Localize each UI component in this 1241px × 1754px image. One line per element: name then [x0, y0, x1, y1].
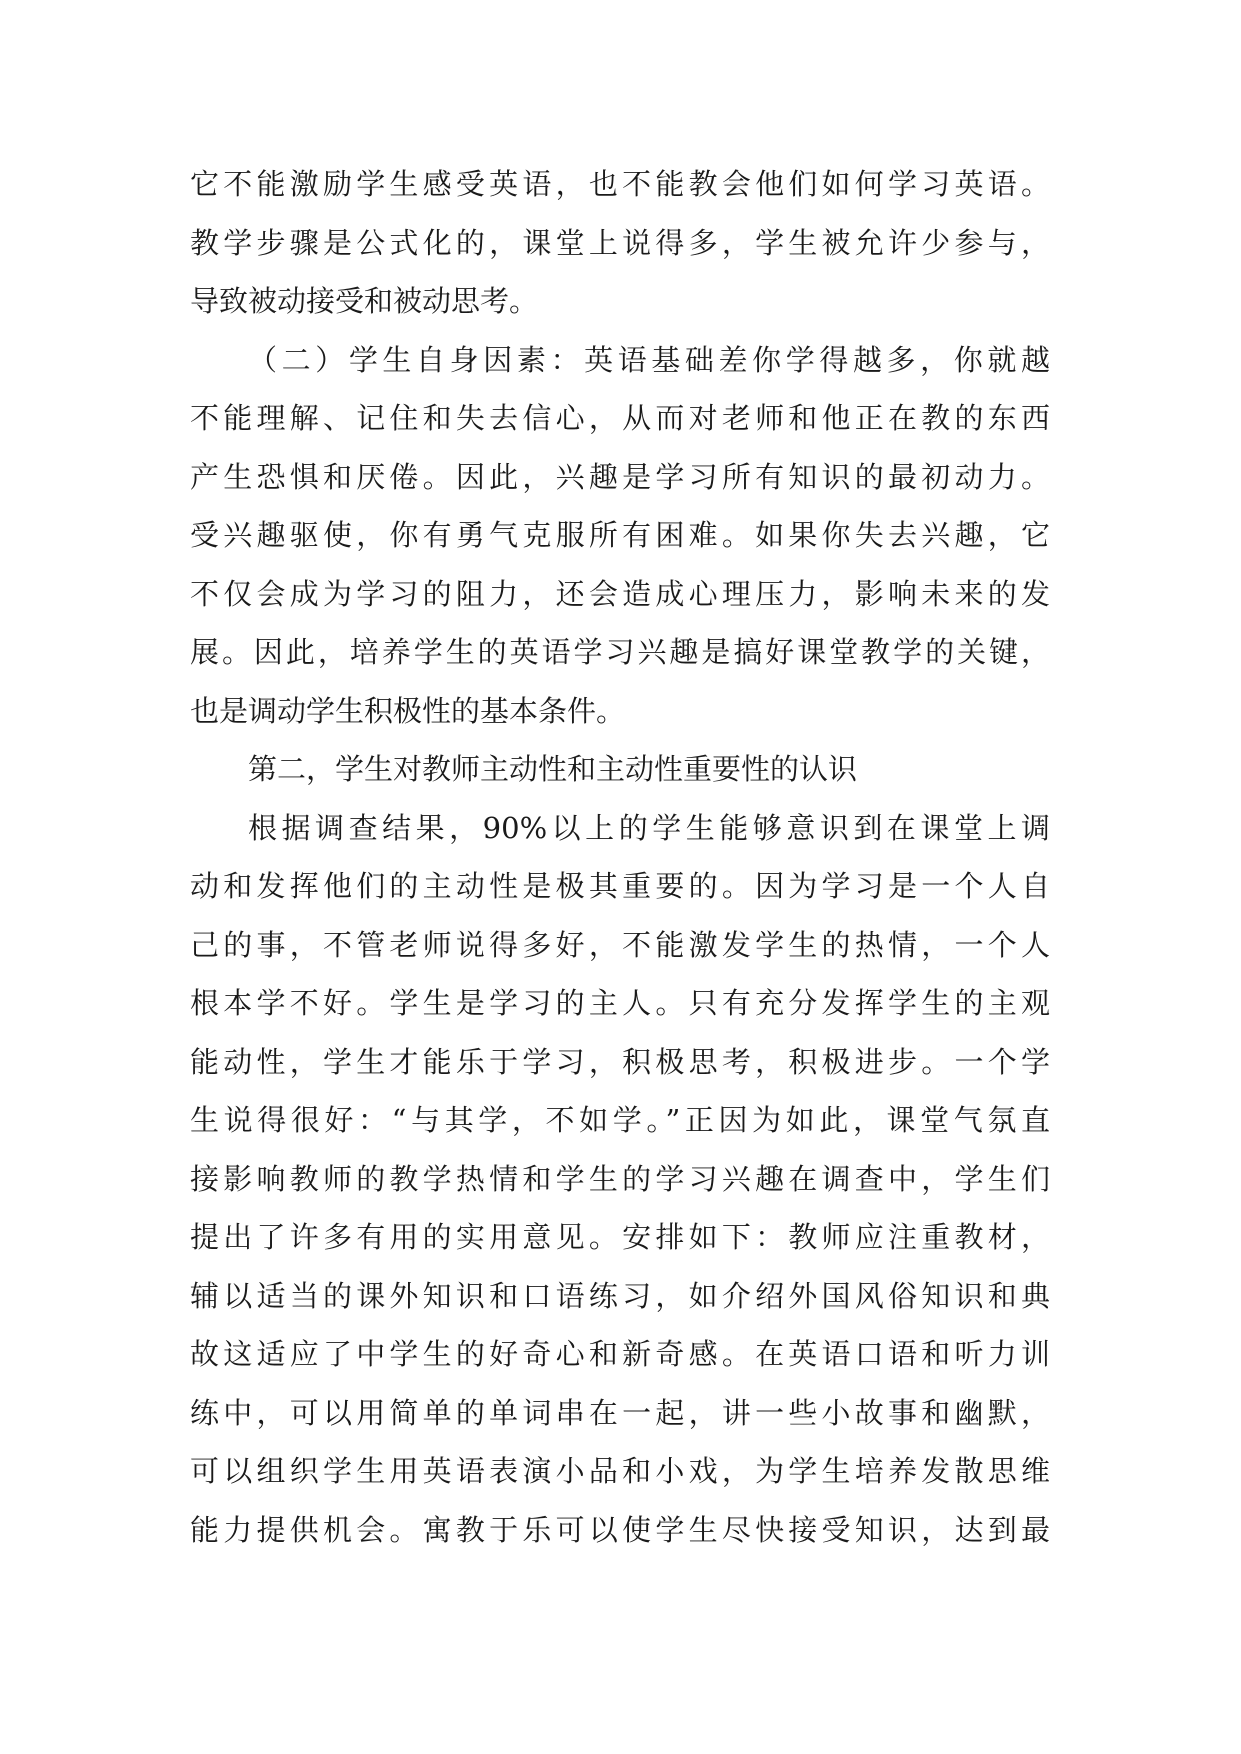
text-line: 生说得很好：“与其学，不如学。”正因为如此，课堂气氛直: [190, 1103, 1050, 1137]
text-line: 辅以适当的课外知识和口语练习，如介绍外国风俗知识和典: [190, 1278, 1050, 1313]
document-body: [190, 155, 1050, 1559]
text-line: 练中，可以用简单的单词串在一起，讲一些小故事和幽默，: [190, 1395, 1050, 1430]
text-line: 也是调动学生积极性的基本条件。: [190, 693, 626, 728]
section-heading-line: 第二，学生对教师主动性和主动性重要性的认识: [248, 752, 858, 786]
text-line: 能动性，学生才能乐于学习，积极思考，积极进步。一个学: [190, 1044, 1050, 1079]
text-line: 产生恐惧和厌倦。因此，兴趣是学习所有知识的最初动力。: [190, 459, 1050, 494]
text-line: 教学步骤是公式化的，课堂上说得多，学生被允许少参与，: [190, 225, 1050, 260]
text-line: 不能理解、记住和失去信心，从而对老师和他正在教的东西: [190, 401, 1050, 435]
text-line: 提出了许多有用的实用意见。安排如下：教师应注重教材，: [190, 1220, 1050, 1254]
paragraph-start-line: 根据调查结果，90%以上的学生能够意识到在课堂上调: [248, 810, 1050, 845]
text-line: 动和发挥他们的主动性是极其重要的。因为学习是一个人自: [190, 869, 1050, 903]
text-line: 导致被动接受和被动思考。: [190, 284, 539, 318]
text-line: 接影响教师的教学热情和学生的学习兴趣在调查中，学生们: [190, 1161, 1050, 1196]
text-line: 故这适应了中学生的好奇心和新奇感。在英语口语和听力训: [190, 1337, 1050, 1371]
text-line: 受兴趣驱使，你有勇气克服所有困难。如果你失去兴趣，它: [190, 518, 1050, 552]
section-heading-line: （二）学生自身因素：英语基础差你学得越多，你就越: [248, 342, 1050, 377]
text-line: 根本学不好。学生是学习的主人。只有充分发挥学生的主观: [190, 986, 1050, 1020]
text-line: 展。因此，培养学生的英语学习兴趣是搞好课堂教学的关键，: [190, 635, 1050, 669]
text-line: 己的事，不管老师说得多好，不能激发学生的热情，一个人: [190, 927, 1050, 962]
text-line: 可以组织学生用英语表演小品和小戏，为学生培养发散思维: [190, 1454, 1050, 1488]
text-line: 不仅会成为学习的阻力，还会造成心理压力，影响未来的发: [190, 576, 1050, 611]
text-line: 能力提供机会。寓教于乐可以使学生尽快接受知识，达到最: [190, 1512, 1050, 1547]
text-line: 它不能激励学生感受英语，也不能教会他们如何学习英语。: [190, 167, 1050, 201]
